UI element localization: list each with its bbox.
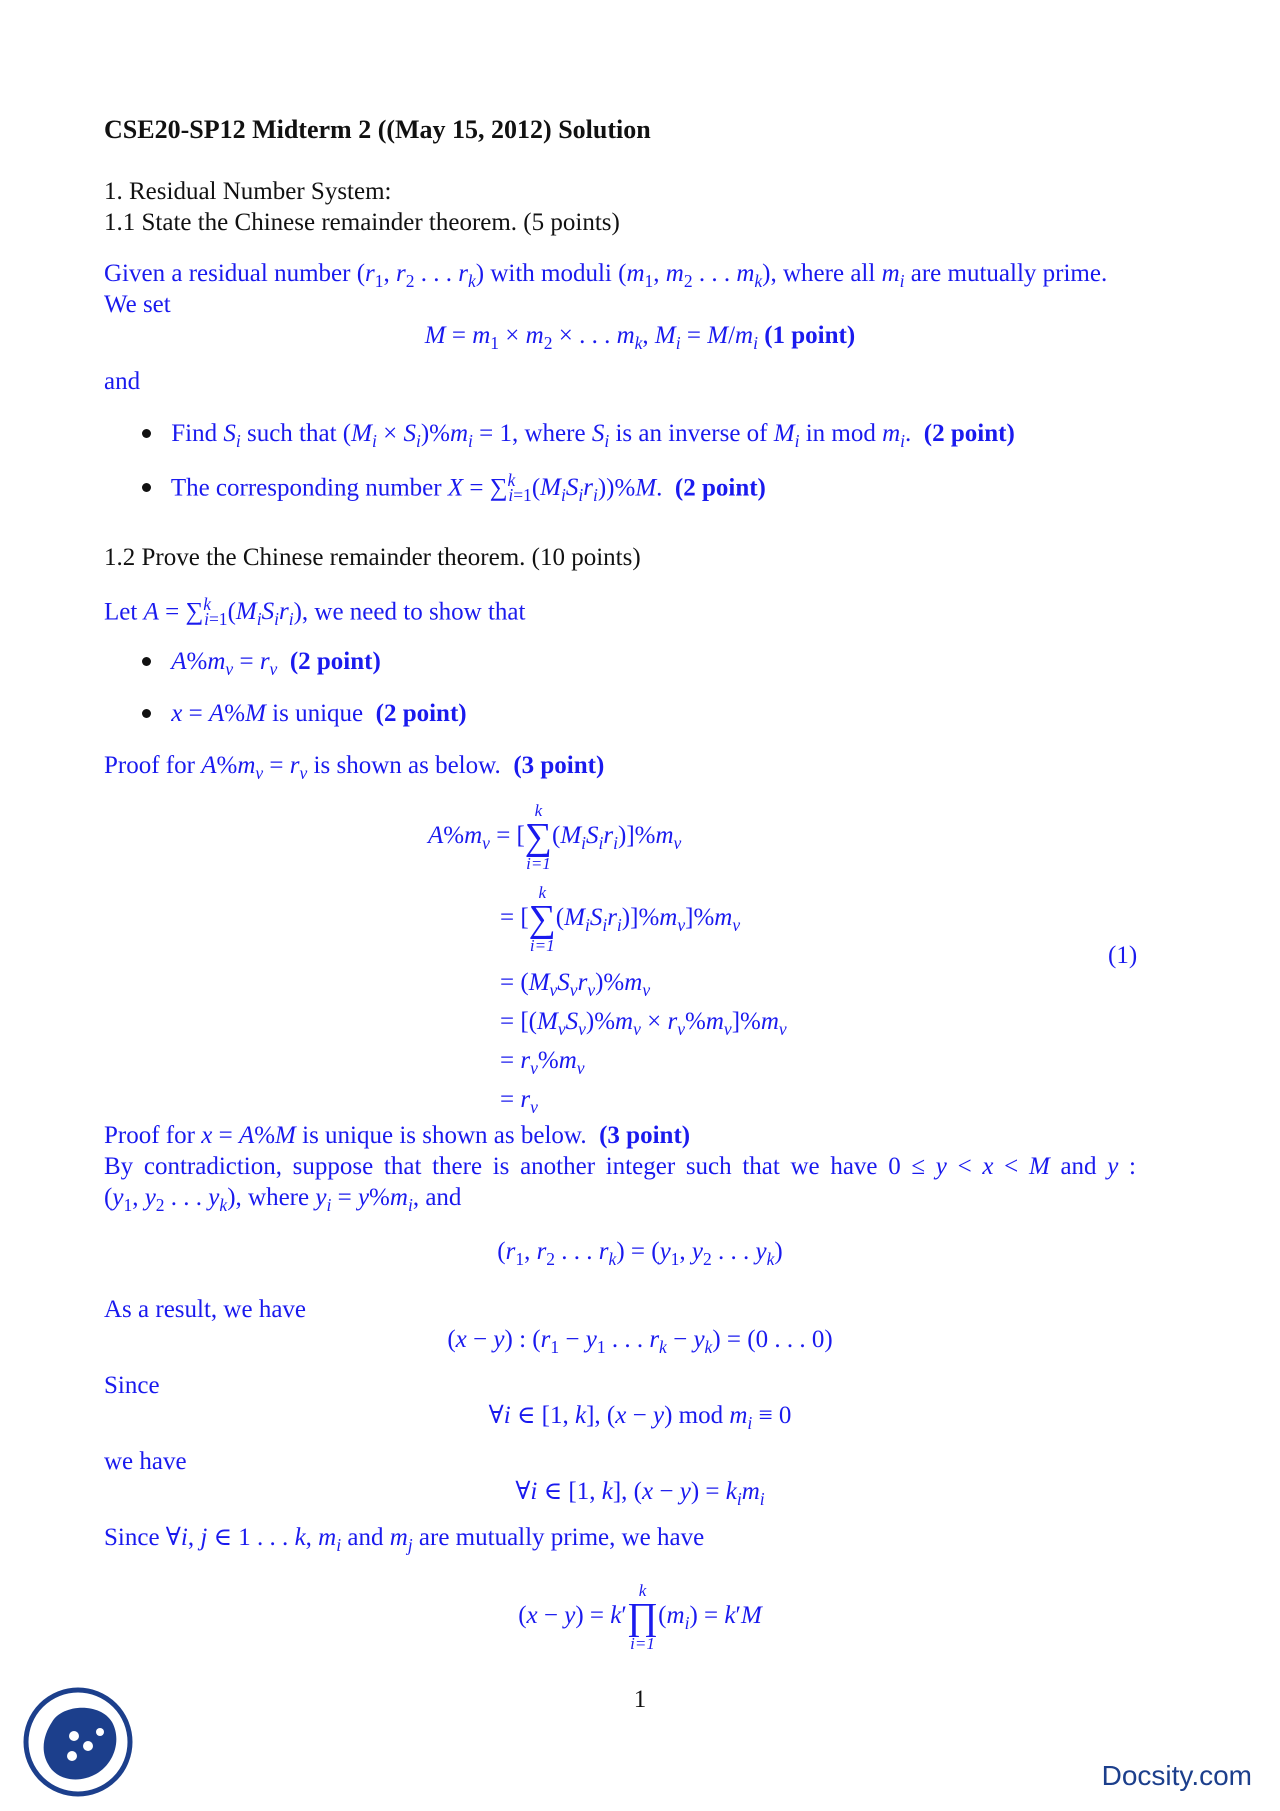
equation-line: = [ k ∑ i=1 $(M_iS_ir_i)]\%m_v]\%m_v$ bbox=[500, 883, 741, 956]
equation-tuple: ($r_1$, $r_2$ . . . $r_k) = (y_1$, $y_2$ . . . $y_k$) bbox=[497, 1238, 783, 1269]
bullet-icon bbox=[142, 709, 151, 718]
points-label: (3 point) bbox=[513, 752, 605, 779]
proof1-line: Proof for $A\%m_v = r_v$ is shown as below. (3 point) bbox=[104, 752, 605, 783]
equation-line: = $(M_vS_vr_v)\%m_v$ bbox=[500, 969, 651, 1000]
since-text: Since bbox=[104, 1372, 160, 1399]
equation-line: = $r_v\%m_v$ bbox=[500, 1047, 585, 1078]
equation-number: (1) bbox=[1108, 942, 1138, 969]
equation-mod: ∀i ∈ [1, k], (x − y) mod $m_i \equiv 0$ bbox=[488, 1402, 792, 1433]
points-label: (2 point) bbox=[375, 700, 467, 727]
points-label: (2 point) bbox=[289, 648, 381, 675]
equation-product: (x − y) = k′ k ∏ i=1 $(m_i) = k'M$ bbox=[518, 1581, 762, 1654]
equation-line: = $[(M_vS_v)\%m_v \times r_v\%m_v]\%m_v$ bbox=[500, 1008, 787, 1039]
section-heading: 1. Residual Number System: bbox=[104, 178, 392, 205]
page-title: CSE20-SP12 Midterm 2 ((May 15, 2012) Solution bbox=[104, 115, 651, 144]
equation-M: $M = m_1 \times m_2$ × . . . $m_k$, $M_i = M/m_i$ (1 point) bbox=[424, 322, 856, 353]
we-have-text: we have bbox=[104, 1448, 187, 1475]
equation-line: $A\%m_v$ = [ k ∑ i=1 $(M_iS_ir_i)]\%m_v$ bbox=[428, 801, 682, 874]
docsity-brand-link[interactable]: Docsity.com bbox=[1101, 1760, 1252, 1791]
bullet-item: The corresponding number $X = \sum^k_{i=1}(M_iS_ir_i))\%M$. (2 point) bbox=[142, 470, 766, 507]
bullet-icon bbox=[142, 657, 151, 666]
points-label: (2 point) bbox=[923, 420, 1015, 447]
docsity-logo-icon bbox=[22, 1686, 134, 1798]
equation-difference: (x − y) : ($r_1 - y_1$ . . . $r_k - y_k) = (0$ . . . 0) bbox=[447, 1326, 833, 1357]
as-result-text: As a result, we have bbox=[104, 1296, 307, 1323]
points-label: (1 point) bbox=[764, 322, 856, 349]
points-label: (2 point) bbox=[674, 474, 766, 502]
points-label: (3 point) bbox=[599, 1122, 691, 1149]
proof2-line: Proof for x = A%M is unique is shown as below. (3 point) bbox=[104, 1122, 691, 1149]
bullet-icon bbox=[142, 429, 151, 438]
bullet-item: Find $S_i$ such that $(M_i \times S_i)\%m_i = 1$, where $S_i$ is an inverse of $M_i$ in mod $m_i$. (2 point) bbox=[142, 418, 1015, 453]
and-text: and bbox=[104, 368, 141, 395]
bullet-item: $A\%m_v = r_v$ (2 point) bbox=[142, 646, 381, 681]
bullet-icon bbox=[142, 483, 151, 492]
given-paragraph-line2: We set bbox=[104, 291, 171, 318]
question-1-1: 1.1 State the Chinese remainder theorem. (5 points) bbox=[104, 209, 620, 236]
let-line: Let $A = \sum^k_{i=1}(M_iS_ir_i)$, we need to show that bbox=[104, 594, 526, 630]
given-paragraph-line1: Given a residual number ($r_1$, $r_2$ . . . $r_k$) with moduli ($m_1$, $m_2$ . . . $m_k$), where all $m_i$ are mutually prime. bbox=[104, 260, 1108, 291]
equation-line: = $r_v$ bbox=[500, 1086, 538, 1117]
contradiction-line1: By contradiction, suppose that there is another integer such that we have 0 ≤ y < x < M and y : bbox=[104, 1153, 1136, 1180]
question-1-2: 1.2 Prove the Chinese remainder theorem. (10 points) bbox=[104, 544, 641, 571]
since2-line: Since ∀i, j ∈ 1 . . . k, $m_i$ and $m_j$ are mutually prime, we have bbox=[104, 1524, 705, 1555]
equation-multiple: ∀i ∈ [1, k], $(x - y) = k_im_i$ bbox=[515, 1478, 765, 1509]
bullet-item: x = A%M is unique (2 point) bbox=[142, 698, 467, 729]
contradiction-line2: ($y_1$, $y_2$ . . . $y_k$), where $y_i = y\%m_i$, and bbox=[104, 1184, 462, 1215]
page-number: 1 bbox=[633, 1686, 647, 1713]
